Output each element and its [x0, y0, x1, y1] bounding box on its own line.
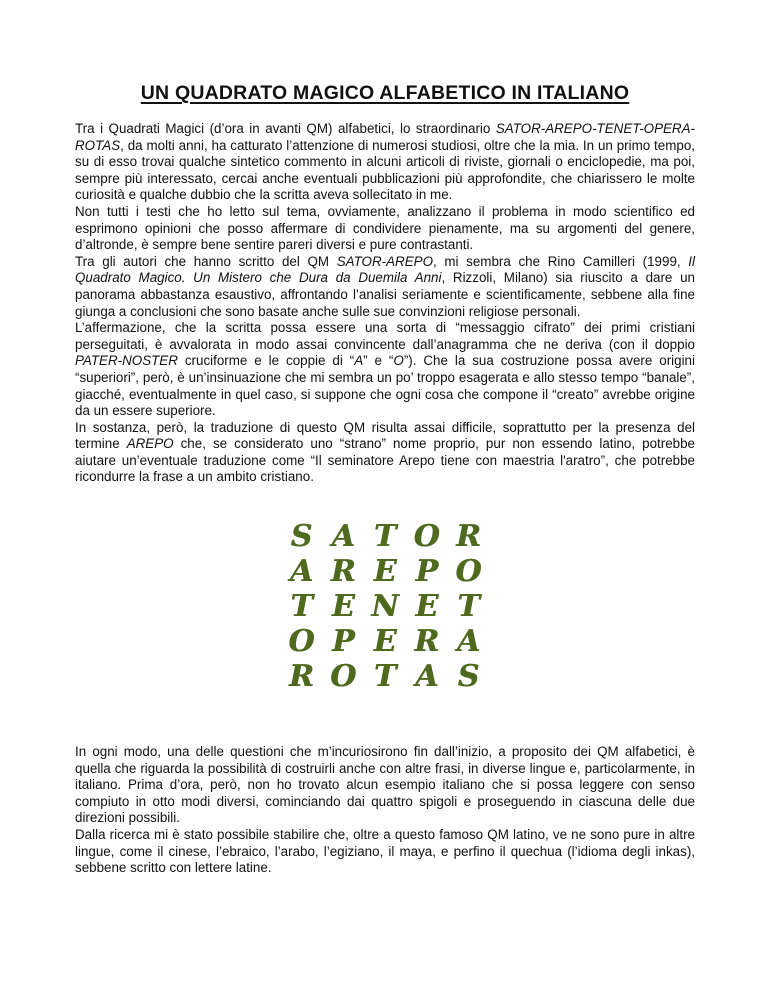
sator-letter: O — [413, 518, 440, 554]
paragraph — [75, 827, 695, 877]
text-run: , Rizzoli, Milano) sia riuscito a dare un panorama abbastanza esaustivo, affrontando l’analisi seriamente e scientificamente, sebbene alla fine giunga a conclusioni che sono basate anche sulle sue convinzioni religiose personali. — [75, 270, 695, 319]
sator-letter: S — [457, 658, 480, 694]
intro-section — [75, 121, 695, 486]
text-run: cruciforme e le coppie di “ — [177, 353, 355, 369]
sator-letter: R — [289, 658, 314, 694]
sator-letter: N — [371, 588, 399, 624]
document-page — [75, 82, 695, 877]
closing-section — [75, 744, 695, 877]
text-run: ” e “ — [363, 353, 394, 369]
sator-letter: P — [415, 553, 439, 589]
text-run: Dalla ricerca mi è stato possibile stabilire che, oltre a questo famoso QM latino, ve ne sono pure in altre lingue, come il cinese, l’ebraico, l’arabo, l’egiziano, il maya, e perfino il quechua (l’idioma degli inkas), sebbene scritto con lettere latine. — [75, 827, 695, 876]
italic-run: Il Quadrato Magico. Un Mistero che Dura da Duemila Anni — [75, 253, 695, 286]
paragraph — [75, 204, 695, 254]
sator-row — [287, 554, 484, 589]
sator-letter: R — [414, 623, 440, 659]
italic-run: SATOR-AREPO-TENET-OPERA-ROTAS — [75, 121, 695, 153]
sator-row — [287, 589, 484, 624]
italic-run: O — [393, 353, 404, 369]
sator-row — [287, 519, 484, 554]
sator-letter: A — [456, 623, 481, 659]
document-title: UN QUADRATO MAGICO ALFABETICO IN ITALIANO — [140, 82, 630, 104]
sator-row — [287, 659, 484, 694]
sator-letter: E — [415, 588, 439, 624]
sator-letter: O — [455, 553, 482, 589]
text-run: che, se considerato uno “strano” nome proprio, pur non essendo latino, potrebbe aiutare un’eventuale traduzione come “Il seminatore Arepo tiene con maestria l'aratro”, che potrebbe ricondurre la frase a un ambito cristiano. — [75, 436, 695, 485]
sator-letter: T — [373, 518, 397, 554]
sator-letter: S — [290, 518, 313, 554]
paragraph — [75, 320, 695, 420]
paragraph — [75, 744, 695, 827]
sator-letter: A — [415, 658, 439, 694]
text-run: Tra i Quadrati Magici (d’ora in avanti QM) alfabetici, lo straordinario — [75, 121, 496, 136]
sator-letter: R — [330, 553, 356, 589]
sator-letter: E — [331, 588, 355, 624]
text-run: , mi sembra che Rino Camilleri (1999, — [432, 253, 689, 269]
text-run: In sostanza, però, la traduzione di questo QM risulta assai difficile, soprattutto per la presenza del termine — [75, 419, 695, 452]
text-run: ”). Che la sua costruzione possa avere origini “superiori”, però, è un’insinuazione che mi sembra un po’ troppo esagerata e allo stesso tempo “banale”, giacché, eventualmente in quel caso, si suppone che ogni cosa che compone il “creato” avrebbe origine da un essere superiore. — [75, 353, 695, 419]
paragraph — [75, 121, 695, 204]
text-run: L’affermazione, che la scritta possa essere una sorta di “messaggio cifrato” dei primi cristiani perseguitati, è avvalorata in modo assai convincente dall’anagramma che ne deriva (con il doppio — [75, 320, 695, 352]
text-run: Non tutti i testi che ho letto sul tema, ovviamente, analizzano il problema in modo scientifico ed esprimono opinioni che posso affermare di condividere pienamente, ma su argomenti del genere, d’altronde, è sempre bene sentire pareri diversi e pure contrastanti. — [75, 203, 695, 253]
text-run: Tra gli autori che hanno scritto del QM — [75, 253, 337, 269]
paragraph — [75, 420, 695, 486]
italic-run: PATER-NOSTER — [75, 353, 178, 369]
sator-letter: E — [373, 623, 397, 659]
italic-run: A — [354, 353, 364, 369]
sator-letter: E — [373, 553, 397, 589]
italic-run: AREPO — [126, 436, 174, 452]
sator-square — [287, 519, 484, 694]
italic-run: SATOR-AREPO — [336, 253, 433, 269]
paragraph — [75, 254, 695, 320]
sator-letter: A — [331, 518, 355, 554]
sator-letter: T — [290, 588, 313, 624]
sator-letter: O — [330, 658, 357, 694]
sator-letter: P — [331, 623, 355, 659]
sator-row — [287, 624, 484, 659]
sator-letter: T — [373, 658, 397, 694]
sator-letter: T — [457, 588, 480, 624]
text-run: , da molti anni, ha catturato l’attenzione di numerosi studiosi, oltre che la mia. In un primo tempo, su di esso trovai qualche sintetico commento in alcuni articoli di riviste, giornali o enciclopedie, ma poi, sempre più interessato, cercai anche eventuali pubblicazioni più approfondite, che chiarissero le molte curiosità e qualche dubbio che la scritta aveva sollecitato in me. — [75, 137, 695, 203]
sator-letter: O — [288, 623, 315, 659]
sator-letter: A — [289, 553, 314, 589]
text-run: In ogni modo, una delle questioni che m’incuriosirono fin dall’inizio, a proposito dei QM alfabetici, è quella che riguarda la possibilità di costruirli anche con altre frasi, in diverse lingue e, particolarmente, in italiano. Prima d’ora, però, non ho trovato alcun esempio italiano che si possa leggere con senso compiuto in otto modi diversi, cominciando dai quattro spigoli e proseguendo in ciascuna delle due direzioni possibili. — [75, 744, 695, 826]
sator-letter: R — [456, 518, 481, 554]
